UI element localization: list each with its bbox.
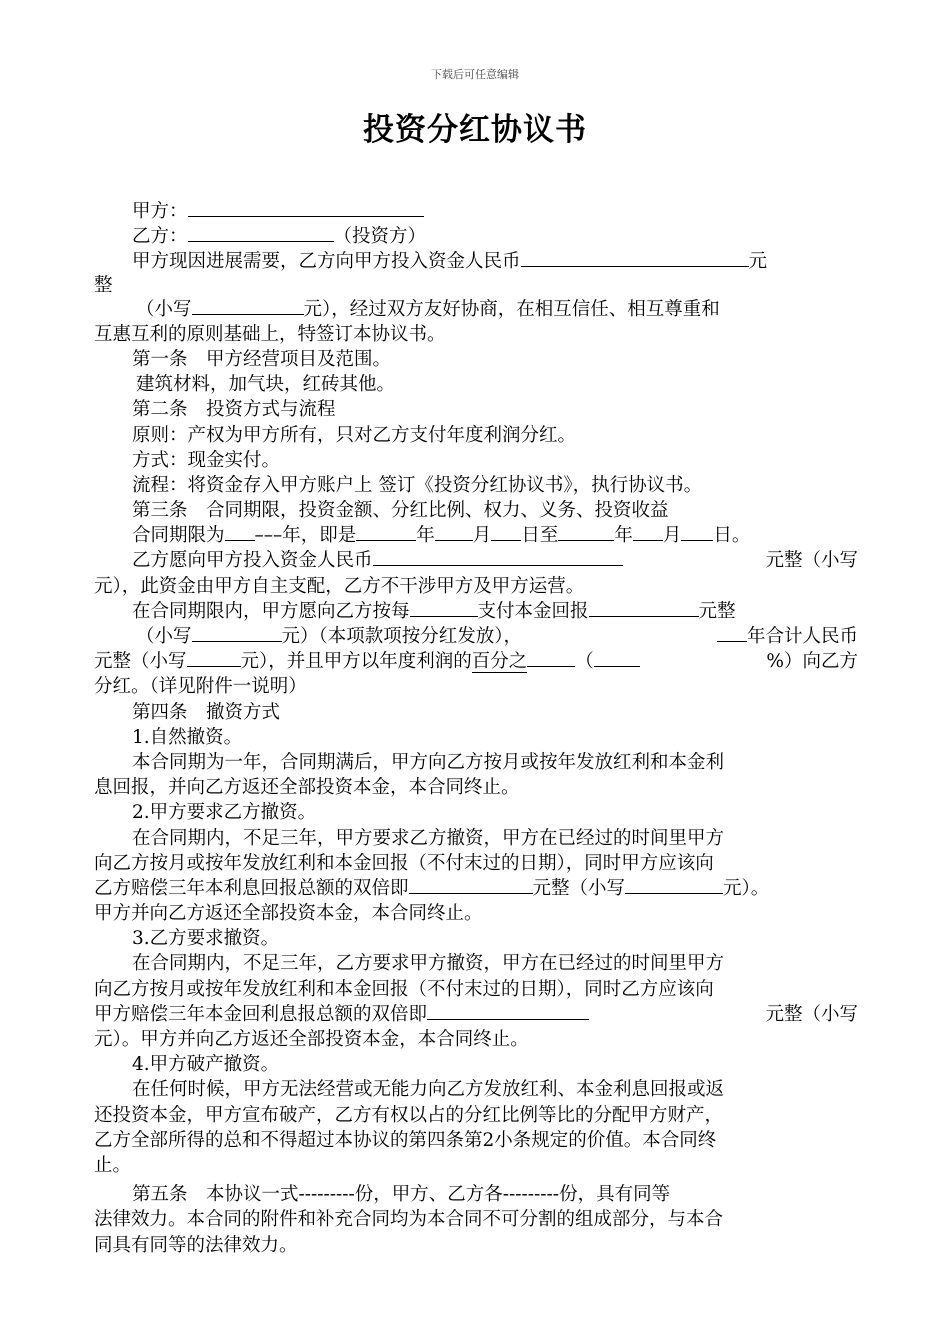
start-month-blank[interactable]: [435, 523, 473, 541]
end-year-blank[interactable]: [558, 523, 614, 541]
term-years-blank[interactable]: [225, 523, 255, 541]
paragraph-line: 乙方全部所得的总和不得超过本协议的第四条第2小条规定的价值。本合同终: [94, 1129, 717, 1151]
paragraph-line: 甲方并向乙方返还全部投资本金，本合同终止。: [94, 903, 483, 925]
end-day-blank[interactable]: [681, 523, 713, 541]
paragraph-line: 流程：将资金存入甲方账户上 签订《投资分红协议书》，执行协议书。: [132, 474, 703, 496]
total-lowercase-blank[interactable]: [187, 649, 241, 667]
years-total-blank[interactable]: [717, 624, 747, 642]
principal-return-blank[interactable]: [589, 599, 699, 617]
paragraph-line: 甲方现因进展需要，乙方向甲方投入资金人民币 元: [132, 251, 768, 273]
compensation-amount-blank[interactable]: [409, 876, 533, 894]
document-title: 投资分红协议书: [363, 112, 587, 148]
percentage-text-blank[interactable]: [527, 649, 575, 667]
paragraph-line: 元整（小写 元），并且甲方以年度利润的百分之 （ %）向乙方: [94, 651, 858, 673]
paragraph-line: 元），此资金由甲方自主支配，乙方不干涉甲方及甲方运营。: [94, 575, 585, 597]
start-year-blank[interactable]: [356, 523, 416, 541]
paragraph-line: 向乙方按月或按年发放红利和本金回报（不付末过的日期），同时甲方应该向: [94, 852, 714, 874]
party-a-blank[interactable]: [188, 199, 424, 217]
party-a-line: 甲方：: [94, 199, 858, 224]
clause-heading: 4.甲方破产撤资。: [132, 1054, 280, 1076]
clause-heading: 2.甲方要求乙方撤资。: [132, 802, 317, 824]
paragraph-line: 乙方愿向甲方投入资金人民币 元整（小写: [132, 550, 858, 572]
compensation-lowercase-blank[interactable]: [625, 876, 723, 894]
end-month-blank[interactable]: [633, 523, 663, 541]
party-b-line: 乙方： （投资方）: [132, 226, 427, 248]
copies-each-blank[interactable]: ---------: [502, 1184, 560, 1206]
paragraph-line: 在合同期限内，甲方愿向乙方按每 支付本金回报 元整: [132, 600, 736, 622]
principal-lowercase-blank[interactable]: [192, 624, 282, 642]
paragraph-line: 息回报，并向乙方返还全部投资本金，本合同终止。: [94, 777, 520, 799]
paragraph-line: 止。: [94, 1154, 132, 1176]
copies-blank[interactable]: ---------: [298, 1184, 355, 1206]
compensation-amount-blank[interactable]: [427, 1002, 589, 1020]
paragraph-line: 在合同期内，不足三年，甲方要求乙方撤资，甲方在已经过的时间里甲方: [132, 827, 725, 849]
amount-lowercase-blank[interactable]: [192, 297, 304, 315]
paragraph-line: 建筑材料，加气块，红砖其他。: [136, 374, 396, 396]
paragraph-line: 方式：现金实付。: [132, 449, 281, 471]
article-4-heading: 第四条 撤资方式: [132, 701, 281, 723]
paragraph-line: （小写 元）（本项款项按分红发放）， 年合计人民币: [136, 626, 858, 647]
paragraph-line: 原则：产权为甲方所有，只对乙方支付年度利润分红。: [132, 424, 577, 446]
paragraph-line: （小写 元），经过双方友好协商，在相互信任、相互尊重和: [136, 298, 720, 320]
paragraph-line: 乙方赔偿三年本利息回报总额的双倍即 元整（小写 元）。: [94, 877, 770, 899]
header-note: 下载后可任意编辑: [431, 68, 519, 81]
paragraph-line: 甲方赔偿三年本金回利息报总额的双倍即 元整（小写: [94, 1003, 858, 1025]
paragraph-line: 整: [94, 274, 113, 296]
paragraph-line: 在任何时候，甲方无法经营或无能力向乙方发放红利、本金利息回报或返: [132, 1079, 725, 1101]
start-day-blank[interactable]: [491, 523, 521, 541]
paragraph-line: 同具有同等的法律效力。: [94, 1234, 298, 1256]
investment-amount-blank[interactable]: [373, 548, 623, 566]
article-2-heading: 第二条 投资方式与流程: [132, 399, 336, 421]
paragraph-line: 分红。（详见附件一说明）: [94, 676, 307, 698]
paragraph-line: 还投资本金，甲方宣布破产，乙方有权以占的分红比例等比的分配甲方财产，: [94, 1104, 724, 1126]
article-3-heading: 第三条 合同期限，投资金额、分红比例、权力、义务、投资收益: [132, 500, 669, 522]
party-b-blank[interactable]: [188, 224, 334, 242]
paragraph-line: 向乙方按月或按年发放红利和本金回报（不付末过的日期），同时乙方应该向: [94, 978, 714, 1000]
percentage-number-blank[interactable]: [594, 649, 640, 667]
period-blank[interactable]: [410, 599, 478, 617]
paragraph-line: 元）。甲方并向乙方返还全部投资本金，本合同终止。: [94, 1029, 529, 1050]
document-body: [94, 199, 858, 1258]
paragraph-line: 互惠互利的原则基础上，特签订本协议书。: [94, 323, 446, 345]
paragraph-line: 本合同期为一年，合同期满后，甲方向乙方按月或按年发放红利和本金利: [132, 751, 725, 773]
term-line: 合同期限为 –––年，即是 年 月 日至 年 月 日。: [132, 525, 751, 547]
clause-heading: 3.乙方要求撤资。: [132, 928, 280, 950]
article-1-heading: 第一条 甲方经营项目及范围。: [132, 348, 392, 370]
paragraph-line: 法律效力。本合同的附件和补充合同均为本合同不可分割的组成部分，与本合: [94, 1209, 724, 1231]
clause-heading: 1.自然撤资。: [132, 726, 243, 748]
paragraph-line: 在合同期内，不足三年，乙方要求甲方撤资，甲方在已经过的时间里甲方: [132, 953, 725, 975]
amount-blank[interactable]: [521, 249, 749, 267]
article-5-line: 第五条 本协议一式---------份，甲方、乙方各---------份，具有同等: [132, 1184, 671, 1206]
